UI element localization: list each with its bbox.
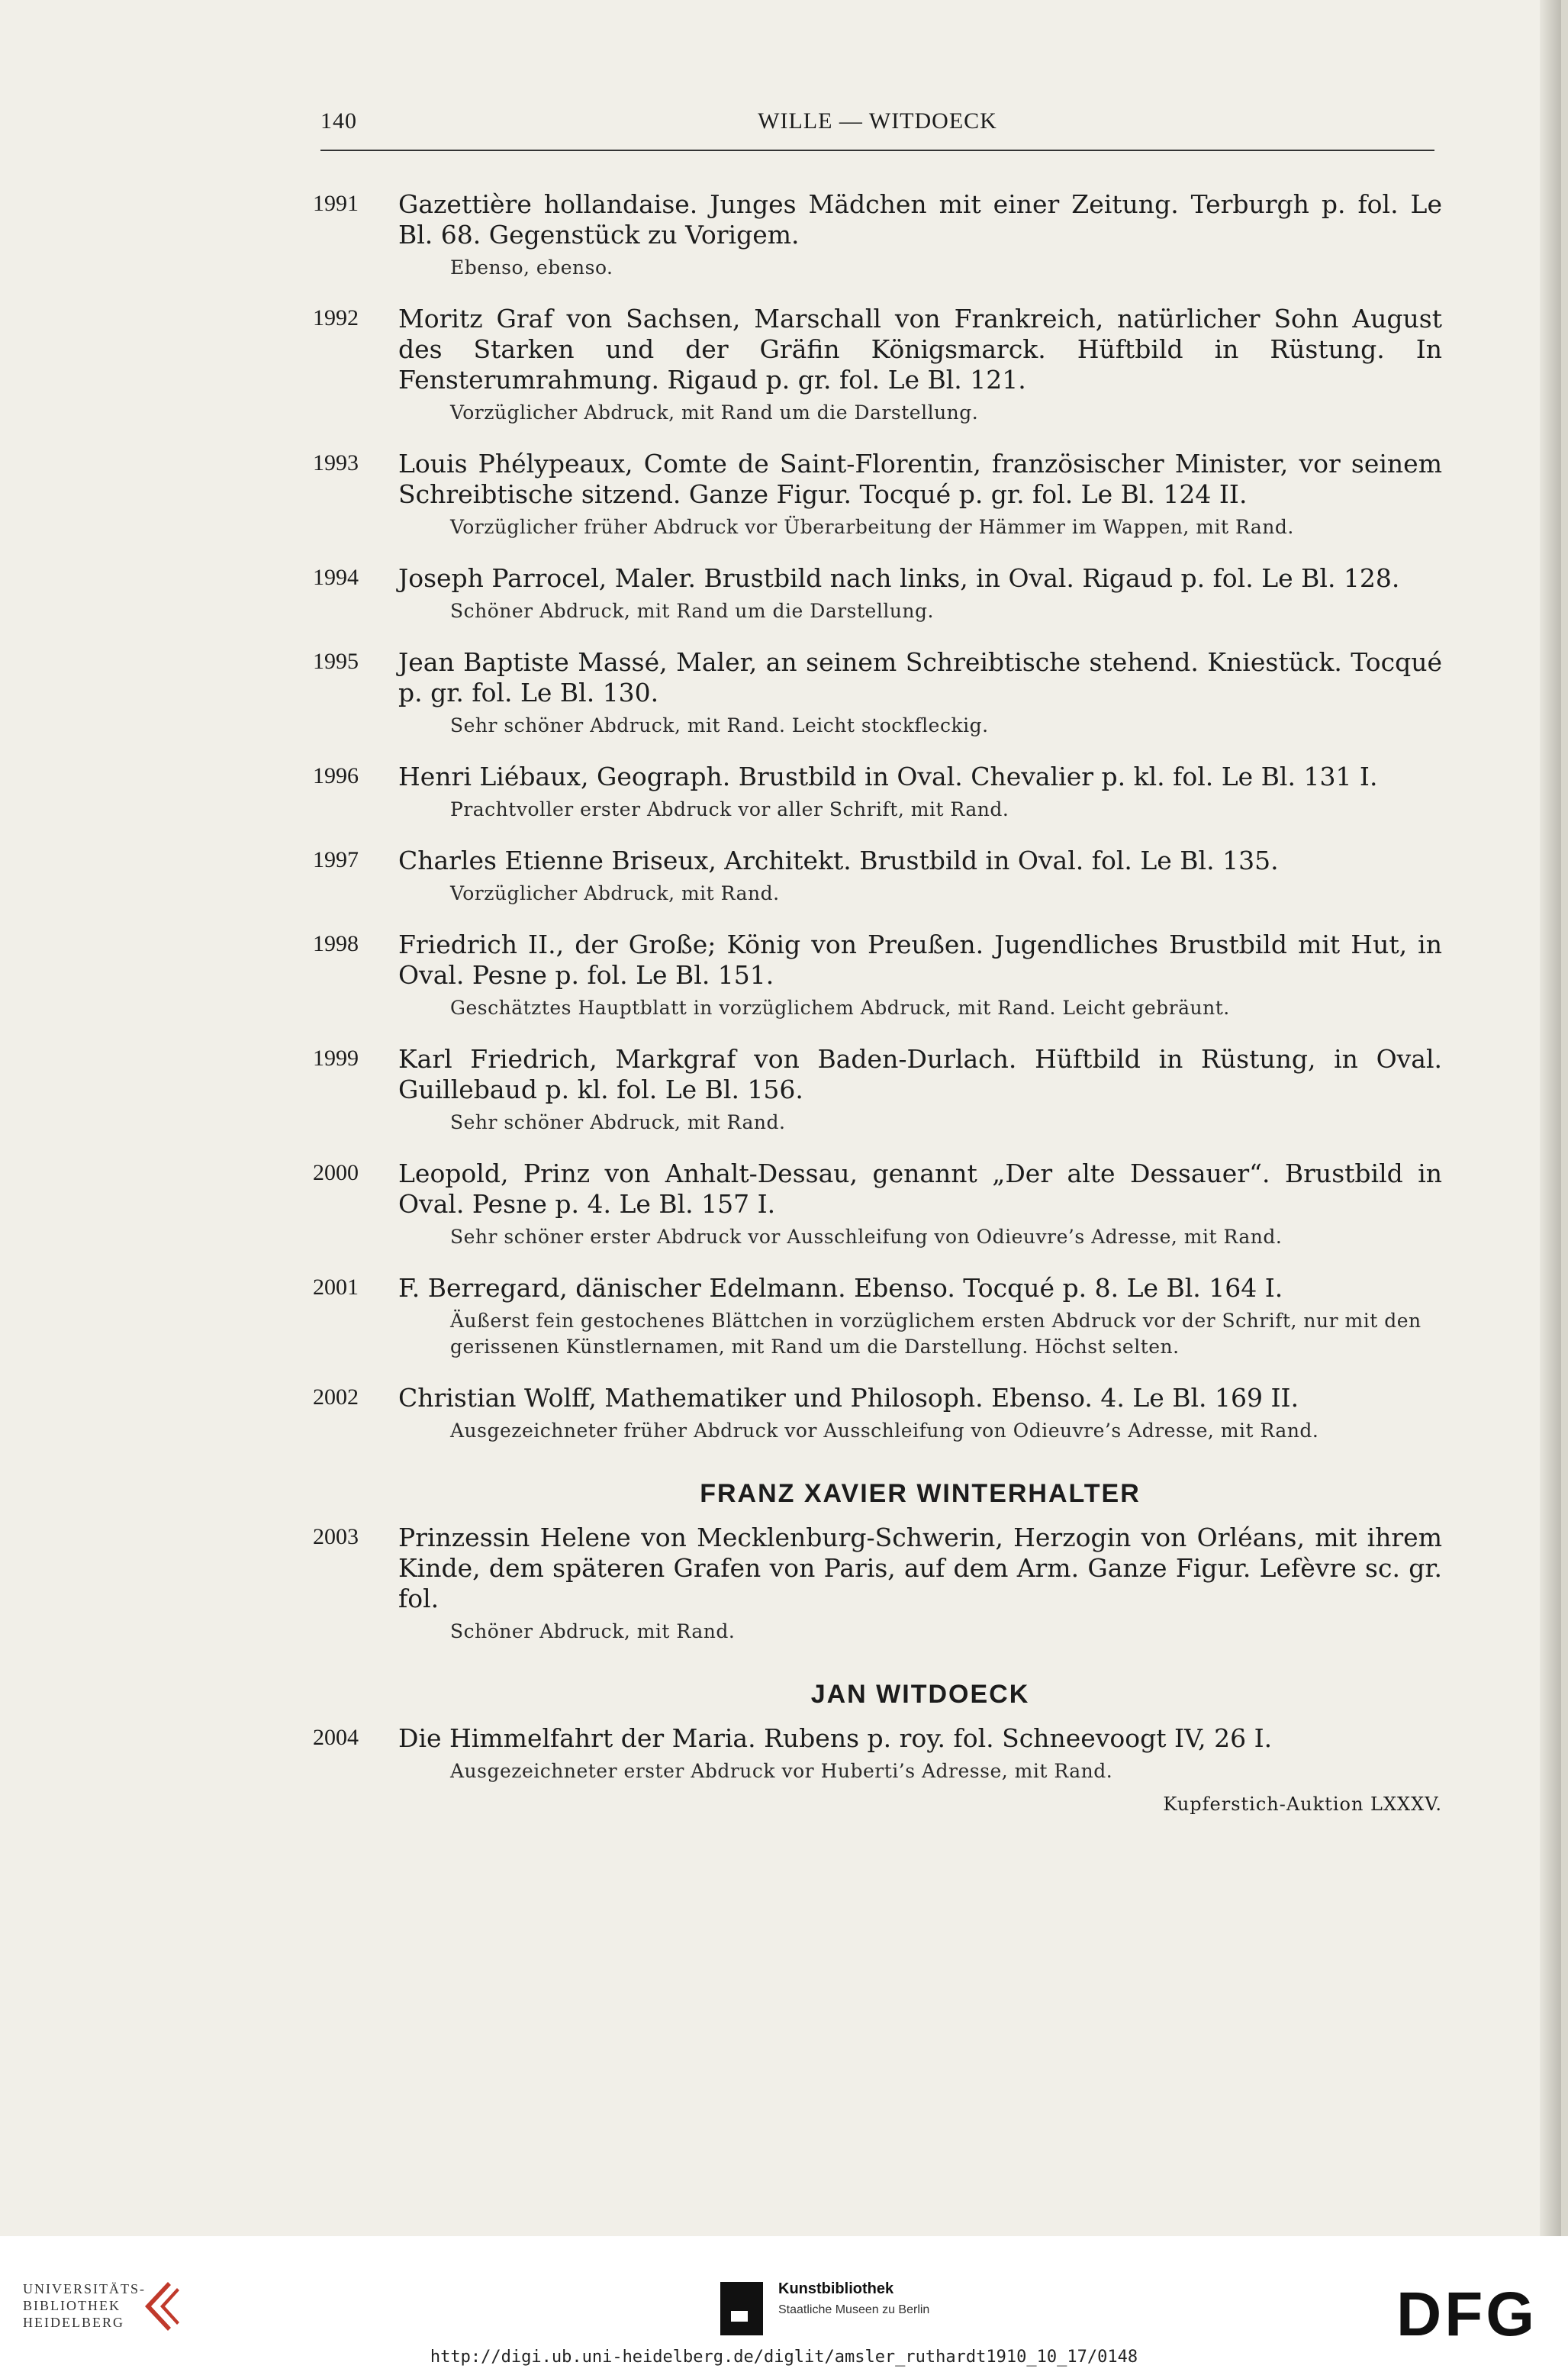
viewer-footer [0,2236,1568,2372]
catalogue-entry [313,1523,1442,1645]
catalogue-entry [313,846,1442,907]
entry-description: Louis Phélypeaux, Comte de Saint-Florentin, französischer Minister, vor seinem Schreibtische sitzend. Ganze Figur. Tocqué p. gr. fol. Le Bl. 124 II. [398,449,1442,509]
catalogue-entry [313,930,1442,1021]
entry-description: Jean Baptiste Massé, Maler, an seinem Schreibtische stehend. Kniestück. Tocqué p. gr. fol. Le Bl. 130. [398,647,1442,707]
kunstbibliothek-logo[interactable] [720,2276,964,2345]
catalogue-entry [313,449,1442,540]
entry-description: Joseph Parrocel, Maler. Brustbild nach links, in Oval. Rigaud p. fol. Le Bl. 128. [398,563,1400,593]
entry-description: Friedrich II., der Große; König von Preußen. Jugendliches Brustbild mit Hut, in Oval. Pesne p. fol. Le Bl. 151. [398,930,1442,990]
kunstbibliothek-name: Kunstbibliothek [778,2280,894,2297]
catalogue-entry [313,1383,1442,1444]
entry-number: 2003 [313,1524,359,1549]
header-rule [320,150,1434,151]
entry-number: 1991 [313,191,359,216]
entry-number: 1999 [313,1046,359,1071]
catalogue-entry [313,647,1442,739]
section-title-witdoeck: JAN WITDOECK [810,1680,1030,1709]
entry-number: 1998 [313,931,359,956]
entry-note: Ausgezeichneter früher Abdruck vor Ausschleifung von Odieuvre’s Adresse, mit Rand. [450,1420,1319,1442]
entry-note: Sehr schöner Abdruck, mit Rand. [450,1111,786,1133]
entry-number: 2002 [313,1384,359,1410]
entry-number: 1992 [313,305,359,330]
permalink-url[interactable]: http://digi.ub.uni-heidelberg.de/diglit/amsler_ruthardt1910_10_17/0148 [430,2348,1138,2367]
university-logo-line: HEIDELBERG [23,2315,124,2330]
university-library-logo[interactable] [23,2280,191,2331]
entry-note: Vorzüglicher früher Abdruck vor Überarbeitung der Hämmer im Wappen, mit Rand. [450,516,1294,538]
catalogue-entry [313,1723,1442,1784]
kunstbibliothek-subtitle: Staatliche Museen zu Berlin [778,2303,930,2316]
entry-number: 2004 [313,1725,359,1750]
entry-note: Vorzüglicher Abdruck, mit Rand um die Darstellung. [450,401,979,424]
entry-note: Vorzüglicher Abdruck, mit Rand. [450,882,780,904]
entry-note: Geschätztes Hauptblatt in vorzüglichem Abdruck, mit Rand. Leicht gebräunt. [450,997,1230,1019]
entry-description: Henri Liébaux, Geograph. Brustbild in Oval. Chevalier p. kl. fol. Le Bl. 131 I. [398,762,1378,791]
running-title: WILLE — WITDOECK [758,108,997,134]
entry-note: Schöner Abdruck, mit Rand um die Darstellung. [450,600,934,622]
catalogue-entry [313,304,1442,426]
entry-note: Sehr schöner erster Abdruck vor Ausschleifung von Odieuvre’s Adresse, mit Rand. [450,1226,1283,1248]
catalogue-entry [313,1273,1442,1360]
page-edge-shadow [1540,0,1561,2236]
university-logo-line: BIBLIOTHEK [23,2298,121,2313]
footer-signature: Kupferstich-Auktion LXXXV. [1163,1794,1442,1815]
entry-note: Ebenso, ebenso. [450,256,613,279]
entry-description: Moritz Graf von Sachsen, Marschall von Frankreich, natürlicher Sohn August des Starken und der Gräfin Königsmarck. Hüftbild in Rüstung. In Fensterumrahmung. Rigaud p. gr. fol. Le Bl. 121. [398,304,1442,395]
section-title-winterhalter: FRANZ XAVIER WINTERHALTER [700,1479,1141,1508]
catalogue-entry [313,1159,1442,1250]
entry-note: Prachtvoller erster Abdruck vor aller Schrift, mit Rand. [450,798,1009,820]
entry-description: Charles Etienne Briseux, Architekt. Brustbild in Oval. fol. Le Bl. 135. [398,846,1279,875]
entry-number: 1997 [313,847,359,872]
page-number: 140 [320,108,357,134]
catalogue-entry [313,1044,1442,1136]
entry-number: 2001 [313,1275,359,1300]
entry-note: Schöner Abdruck, mit Rand. [450,1620,736,1642]
entry-number: 1993 [313,450,359,475]
entry-number: 1996 [313,763,359,788]
running-header [320,108,1434,139]
entry-description: Die Himmelfahrt der Maria. Rubens p. roy. fol. Schneevoogt IV, 26 I. [398,1723,1273,1753]
kunstbibliothek-mark-icon [720,2282,763,2335]
entry-description: F. Berregard, dänischer Edelmann. Ebenso. Tocqué p. 8. Le Bl. 164 I. [398,1273,1283,1303]
entry-description: Leopold, Prinz von Anhalt-Dessau, genannt „Der alte Dessauer“. Brustbild in Oval. Pesne p. 4. Le Bl. 157 I. [398,1159,1442,1219]
catalogue-content [313,189,1442,1815]
entry-number: 2000 [313,1160,359,1185]
catalogue-entry [313,563,1442,624]
entry-number: 1994 [313,565,359,590]
entry-note: Ausgezeichneter erster Abdruck vor Huberti’s Adresse, mit Rand. [450,1760,1113,1782]
entry-description: Prinzessin Helene von Mecklenburg-Schwerin, Herzogin von Orléans, mit ihrem Kinde, dem späteren Grafen von Paris, auf dem Arm. Ganze Figur. Lefèvre sc. gr. fol. [398,1523,1442,1613]
university-logo-line: UNIVERSITÄTS- [23,2281,146,2296]
entry-description: Karl Friedrich, Markgraf von Baden-Durlach. Hüftbild in Rüstung, in Oval. Guillebaud p. kl. fol. Le Bl. 156. [398,1044,1442,1104]
entry-note: Äußerst fein gestochenes Blättchen in vorzüglichem ersten Abdruck vor der Schrift, nur mit den gerissenen Künstlernamen, mit Rand um die Darstellung. Höchst selten. [450,1310,1422,1358]
dfg-logo[interactable]: DFG [1396,2280,1538,2349]
catalogue-entry [313,762,1442,823]
entry-note: Sehr schöner Abdruck, mit Rand. Leicht stockfleckig. [450,714,989,736]
entry-description: Gazettière hollandaise. Junges Mädchen mit einer Zeitung. Terburgh p. fol. Le Bl. 68. Gegenstück zu Vorigem. [398,189,1442,250]
university-logo-mark-icon [137,2276,191,2337]
entry-description: Christian Wolff, Mathematiker und Philosoph. Ebenso. 4. Le Bl. 169 II. [398,1383,1299,1413]
entry-number: 1995 [313,649,359,674]
catalogue-entry [313,189,1442,281]
